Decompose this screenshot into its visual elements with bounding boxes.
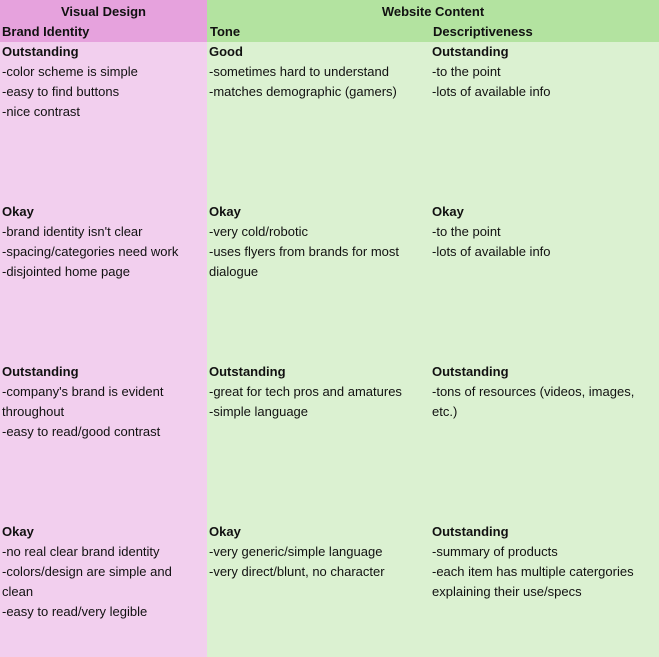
tone-rating-1: Good — [209, 44, 243, 59]
tone-rating-3: Outstanding — [209, 364, 286, 379]
brand-identity-note-2-3: -disjointed home page — [2, 264, 130, 279]
descriptiveness-rating-4: Outstanding — [432, 524, 509, 539]
brand-identity-note-2-1: -brand identity isn't clear — [2, 224, 143, 239]
tone-note-1-1: -sometimes hard to understand — [209, 64, 389, 79]
descriptiveness-note-2-2: -lots of available info — [432, 244, 551, 259]
brand-identity-rating-3: Outstanding — [2, 364, 79, 379]
descriptiveness-rating-1: Outstanding — [432, 44, 509, 59]
brand-identity-cell-1 — [0, 42, 207, 202]
descriptiveness-rating-3: Outstanding — [432, 364, 509, 379]
tone-note-4-2: -very direct/blunt, no character — [209, 564, 385, 579]
tone-note-3-1: -great for tech pros and amatures — [209, 384, 402, 399]
brand-identity-note-4-2: -colors/design are simple and clean — [2, 564, 172, 599]
brand-identity-note-4-3: -easy to read/very legible — [2, 604, 148, 619]
visual-design-group-title: Visual Design — [60, 4, 146, 19]
descriptiveness-cell-4 — [430, 522, 659, 657]
tone-note-4-1: -very generic/simple language — [209, 544, 383, 559]
brand-identity-rating-2: Okay — [2, 204, 34, 219]
tone-note-3-2: -simple language — [209, 404, 309, 419]
descriptiveness-note-2-1: -to the point — [432, 224, 501, 239]
tone-cell-3 — [207, 362, 430, 522]
tone-note-2-1: -very cold/robotic — [209, 224, 308, 239]
brand-identity-cell-4 — [0, 522, 207, 657]
brand-identity-cell-3 — [0, 362, 207, 522]
tone-cell-4 — [207, 522, 430, 657]
brand-identity-note-1-3: -nice contrast — [2, 104, 81, 119]
tone-column-header: Tone — [210, 24, 241, 39]
descriptiveness-cell-1 — [430, 42, 659, 202]
tone-rating-4: Okay — [209, 524, 241, 539]
brand-identity-note-2-2: -spacing/categories need work — [2, 244, 179, 259]
brand-identity-note-1-2: -easy to find buttons — [2, 84, 120, 99]
tone-note-1-2: -matches demographic (gamers) — [209, 84, 397, 99]
brand-identity-rating-1: Outstanding — [2, 44, 79, 59]
brand-identity-note-3-2: -easy to read/good contrast — [2, 424, 161, 439]
descriptiveness-note-1-2: -lots of available info — [432, 84, 551, 99]
tone-note-2-2: -uses flyers from brands for most dialogue — [209, 244, 399, 279]
descriptiveness-note-1-1: -to the point — [432, 64, 501, 79]
descriptiveness-cell-3 — [430, 362, 659, 522]
descriptiveness-note-3-1: -tons of resources (videos, images, etc.) — [432, 384, 635, 419]
tone-rating-2: Okay — [209, 204, 241, 219]
descriptiveness-note-4-1: -summary of products — [432, 544, 558, 559]
descriptiveness-column-header: Descriptiveness — [433, 24, 533, 39]
brand-identity-note-1-1: -color scheme is simple — [2, 64, 138, 79]
descriptiveness-cell-2 — [430, 202, 659, 362]
brand-identity-note-3-1: -company's brand is evident throughout — [2, 384, 164, 419]
brand-identity-rating-4: Okay — [2, 524, 34, 539]
website-content-group-title: Website Content — [381, 4, 485, 19]
brand-identity-note-4-1: -no real clear brand identity — [2, 544, 160, 559]
tone-cell-2 — [207, 202, 430, 362]
brand-identity-cell-2 — [0, 202, 207, 362]
brand-identity-column-header: Brand Identity — [2, 24, 90, 39]
tone-cell-1 — [207, 42, 430, 202]
descriptiveness-note-4-2: -each item has multiple catergories explaining their use/specs — [432, 564, 634, 599]
descriptiveness-rating-2: Okay — [432, 204, 464, 219]
